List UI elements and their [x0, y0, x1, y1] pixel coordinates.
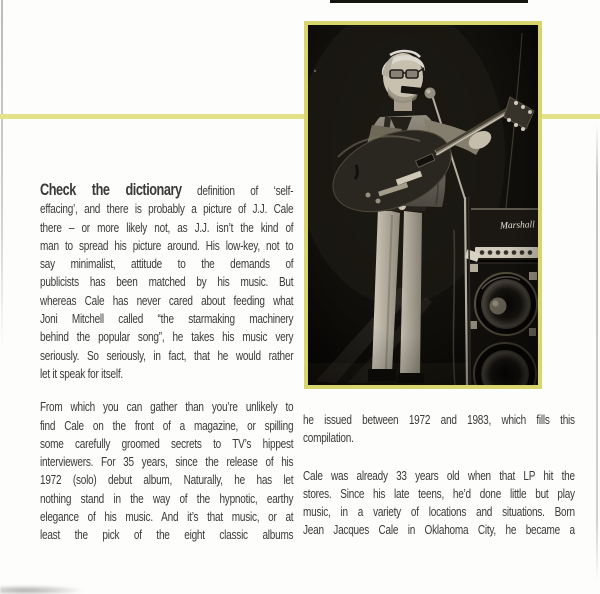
- scan-edge-shadow-right: [596, 124, 598, 582]
- text-line: man to spread his picture around. His low-key, not to: [40, 237, 294, 253]
- text-line: some carefully groomed secrets to TV’s hippest: [40, 435, 294, 451]
- biography-paragraph: [303, 467, 575, 540]
- left-text-column: [40, 181, 293, 545]
- scan-artifact-top-strip: [330, 0, 528, 3]
- text-line: nothing stand in the way of the hypnotic, earthy: [40, 490, 294, 506]
- text-line: say minimalist, attitude to the demands of: [40, 256, 294, 272]
- paragraph-lines: [303, 467, 575, 540]
- scan-edge-shadow-left: [1, 0, 3, 348]
- text-line: find Cale on the front of a magazine, or spilling: [40, 417, 294, 433]
- text-line: let it speak for itself.: [40, 365, 123, 381]
- text-line: effacing’, and there is probably a picture of J.J. Cale: [40, 201, 294, 217]
- text-line: there – or more likely not, as J.J. isn’t the kind of: [40, 219, 294, 235]
- text-line: elegance of his music. And it’s that music, or at: [40, 509, 294, 525]
- scan-artifact-bottom-left: [0, 585, 84, 594]
- text-line: Cale was already 33 years old when that LP hit the: [303, 467, 575, 483]
- paragraph-lines: [40, 200, 293, 383]
- paragraph-lines: [303, 411, 575, 448]
- text-line: 1972 (solo) debut album, Naturally, he has let: [40, 472, 294, 488]
- photo-vignette: [308, 25, 538, 385]
- text-line: stores. Since his late teens, he’d done little but play: [303, 485, 575, 501]
- text-line: Joni Mitchell called “the starmaking machinery: [40, 311, 294, 327]
- stage-photo: [308, 25, 538, 385]
- text-line: whereas Cale has never cared about feeding what: [40, 292, 294, 308]
- text-line: compilation.: [303, 430, 354, 446]
- text-line: From which you can gather than you’re unlikely to: [40, 399, 294, 415]
- right-text-column: [303, 411, 575, 540]
- text-line: behind the popular song”, he takes his music very: [40, 329, 294, 345]
- text-line: music, in a variety of locations and situations. Born: [303, 504, 575, 520]
- text-line: [40, 181, 293, 200]
- text-line: seriously. So seriously, in fact, that he would rather: [40, 347, 294, 363]
- intro-paragraph: [40, 181, 293, 383]
- photo-frame: [304, 21, 542, 389]
- intro-first-line-rest: definition of ‘self-: [181, 183, 294, 198]
- text-line: publicists has been matched by his music. But: [40, 274, 294, 290]
- text-line: least the pick of the eight classic albums: [40, 527, 294, 543]
- intro-lead-bold: Check the dictionary: [40, 181, 182, 199]
- second-paragraph: [40, 398, 293, 544]
- text-line: interviewers. For 35 years, since the release of his: [40, 454, 294, 470]
- continuation-paragraph: [303, 411, 575, 448]
- paragraph-lines: [40, 398, 293, 544]
- text-line: he issued between 1972 and 1983, which fills this: [303, 412, 575, 427]
- text-line: Jean Jacques Cale in Oklahoma City, he became a: [303, 522, 575, 538]
